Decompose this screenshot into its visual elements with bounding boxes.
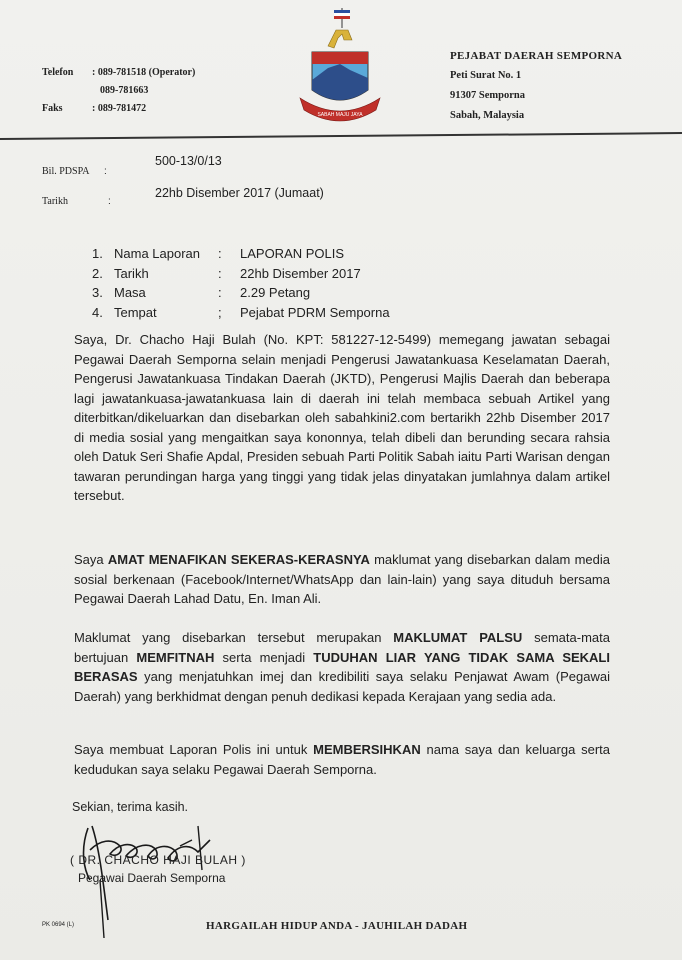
telefon-value-2: 089-781663 xyxy=(100,85,149,96)
text-run: yang menjatuhkan imej dan kredibiliti saya selaku Penjawat Awam (Pegawai Daerah) yang berkhidmat dengan penuh dedikasi kepada Kerajaan yang sedia ada. xyxy=(74,669,610,704)
tarikh-label: Tarikh xyxy=(42,196,68,207)
detail-sep: ; xyxy=(218,304,222,320)
footer-slogan: HARGAILAH HIDUP ANDA - JAUHILAH DADAH xyxy=(206,920,468,932)
handwritten-signature xyxy=(60,800,240,940)
detail-row xyxy=(92,283,390,303)
office-address xyxy=(450,46,622,126)
detail-value: 22hb Disember 2017 xyxy=(240,265,361,281)
detail-row xyxy=(92,264,390,284)
body-paragraph-3 xyxy=(74,628,610,706)
office-address-line-1: Peti Surat No. 1 xyxy=(450,70,522,81)
body-paragraph-1: Saya, Dr. Chacho Haji Bulah (No. KPT: 581227-12-5499) memegang jawatan sebagai Pegawai Daerah Semporna selain menjadi Pengerusi Jawatankuasa Keselamatan Daerah, Pengerusi Jawatankuasa Tindakan Daerah (JKTD), Pengerusi Majlis Daerah dan beberapa lagi jawatankuasa-jawatankuasa lain di daerah ini telah membaca sebuah Artikel yang diterbitkan/dikeluarkan dan disebarkan oleh sabahkini2.com bertarikh 22hb Disember 2017 di media sosial yang mengaitkan saya kononnya, telah dibeli dan berunding secara rahsia oleh Datuk Seri Shafie Apdal, Presiden sebuah Parti Politik Sabah iaitu Parti Warisan dengan tawaran perundingan harga yang tinggi yang tidak jelas dinyatakan jumlahnya dalam artikel tersebut. xyxy=(74,332,610,503)
office-address-line-2: 91307 Semporna xyxy=(450,90,525,101)
text-run: Saya membuat Laporan Polis ini untuk xyxy=(74,742,314,757)
text-run: maklumat yang disebarkan dalam media sosial berkenaan (Facebook/Internet/WhatsApp dan lain-lain) yang saya dituduh bersama Pegawai Daerah Lahad Datu, En. Iman Ali. xyxy=(74,552,610,606)
text-run: Saya xyxy=(74,552,108,567)
text-run: nama saya dan keluarga serta kedudukan saya selaku Pegawai Daerah Semporna. xyxy=(74,742,610,777)
text-run: Maklumat yang disebarkan tersebut merupakan xyxy=(74,630,394,645)
detail-num: 2. xyxy=(92,265,103,281)
text-run: serta menjadi xyxy=(214,649,314,665)
emphasis-run: MEMBERSIHKAN xyxy=(313,742,421,757)
detail-row xyxy=(92,244,390,264)
detail-num: 4. xyxy=(92,304,103,320)
detail-num: 1. xyxy=(92,246,103,261)
detail-key: Tarikh xyxy=(114,265,149,281)
detail-value: LAPORAN POLIS xyxy=(240,246,345,261)
bil-colon: : xyxy=(104,166,107,177)
body-paragraph-2 xyxy=(74,550,610,609)
tarikh-value: 22hb Disember 2017 (Jumaat) xyxy=(155,186,324,200)
form-code: PK 0694 (L) xyxy=(42,922,75,928)
telefon-value: : 089-781518 (Operator) xyxy=(92,67,196,78)
emphasis-run: MEMFITNAH xyxy=(136,649,215,665)
bil-label: Bil. PDSPA xyxy=(42,166,90,177)
faks-label: Faks xyxy=(42,103,63,114)
detail-row xyxy=(92,303,390,323)
sabah-crest-icon xyxy=(298,6,382,126)
emphasis-run: TUDUHAN LIAR YANG TIDAK SAMA SEKALI BERASAS xyxy=(74,649,610,684)
report-details xyxy=(92,244,390,322)
body-paragraph-4 xyxy=(74,740,610,779)
detail-sep: : xyxy=(218,246,222,261)
detail-key: Nama Laporan xyxy=(114,246,200,261)
tarikh-colon: : xyxy=(108,196,111,207)
detail-value: 2.29 Petang xyxy=(240,285,311,300)
detail-key: Tempat xyxy=(114,304,157,320)
detail-value: Pejabat PDRM Semporna xyxy=(240,304,390,320)
detail-sep: : xyxy=(218,265,222,281)
crest-motto: SABAH MAJU JAYA xyxy=(317,112,363,118)
closing-greeting: Sekian, terima kasih. xyxy=(72,800,189,814)
detail-key: Masa xyxy=(114,285,146,300)
text-run: semata-mata bertujuan xyxy=(74,630,610,665)
bil-value: 500-13/0/13 xyxy=(155,154,222,168)
emphasis-run: AMAT MENAFIKAN SEKERAS-KERASNYA xyxy=(107,552,370,567)
faks-value: : 089-781472 xyxy=(92,103,147,114)
detail-num: 3. xyxy=(92,285,103,300)
detail-sep: : xyxy=(218,285,222,300)
signatory-name: ( DR. CHACHO HAJI BULAH ) xyxy=(70,853,246,867)
emphasis-run: MAKLUMAT PALSU xyxy=(393,630,523,645)
signatory-title: Pegawai Daerah Semporna xyxy=(78,871,226,885)
telefon-label: Telefon xyxy=(42,67,74,78)
letterhead-contact xyxy=(42,64,195,118)
office-address-line-3: Sabah, Malaysia xyxy=(450,110,525,121)
header-divider xyxy=(0,132,682,140)
office-name: PEJABAT DAERAH SEMPORNA xyxy=(450,50,623,62)
